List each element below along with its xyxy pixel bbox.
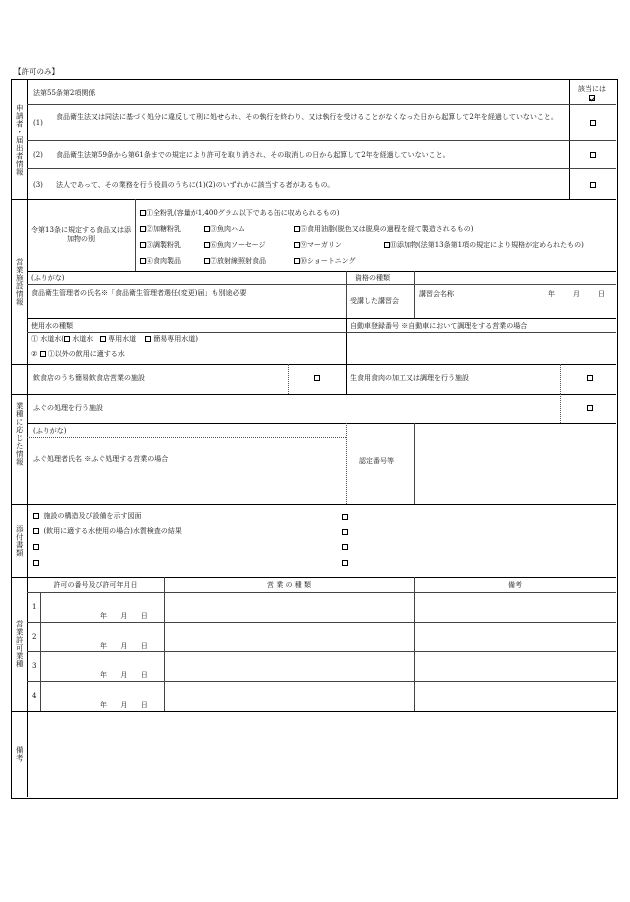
- license-row-2-day: 日: [140, 642, 148, 650]
- additive-6-label: ⑥魚肉ソーセージ: [210, 241, 266, 249]
- license-row-1-year: 年: [100, 612, 107, 620]
- additive-4-checkbox[interactable]: [294, 226, 300, 232]
- additive-9-label: ④食肉製品: [146, 257, 181, 265]
- license-col-number: 許可の番号及び許可年月日: [53, 581, 138, 589]
- water-option-1: [31, 335, 198, 344]
- license-row-1-num: 1: [32, 603, 37, 611]
- applicant-item-3-text: 法人であって、その業務を行う役員のうちに(1)(2)のいずれかに該当する者があるもの。: [56, 181, 335, 189]
- additive-option-4[interactable]: [294, 225, 473, 234]
- qualification-label: 資格の種類: [355, 274, 390, 282]
- license-row-1-month: 月: [120, 612, 128, 620]
- additive-1-label: ①全粉乳(容量が1,400グラム以下である缶に収められるもの): [146, 209, 340, 217]
- additive-option-1[interactable]: [140, 209, 339, 218]
- applicant-item-1-checkbox[interactable]: [590, 120, 596, 126]
- manager-furigana: (ふりがな): [31, 274, 65, 282]
- water-tap-checkbox[interactable]: [64, 336, 70, 342]
- license-row-3-year: 年: [100, 671, 107, 679]
- license-row-4-day: 日: [140, 701, 148, 709]
- additive-option-3[interactable]: [204, 225, 245, 234]
- additive-10-label: ⑦放射線照射食品: [210, 257, 266, 265]
- license-row-2-month: 月: [120, 642, 128, 650]
- applicant-item-3-checkbox[interactable]: [590, 182, 596, 188]
- section-business-info: 業種に応じた情報: [15, 402, 25, 466]
- attachment-3-checkbox[interactable]: [33, 544, 39, 550]
- water-simple-label: 簡易専用水道): [153, 335, 198, 343]
- license-row-1-date: [100, 612, 148, 621]
- additive-5-label: ③調製粉乳: [146, 241, 181, 249]
- course-label: 受講した講習会: [350, 297, 399, 305]
- water-private-label: 専用水道: [108, 335, 137, 343]
- license-row-3-date: [100, 671, 148, 680]
- attachment-4-checkbox[interactable]: [33, 560, 39, 566]
- attachment-2-checkbox[interactable]: [33, 528, 39, 534]
- license-row-2-date: [100, 642, 148, 651]
- license-col-type: 営 業 の 種 類: [267, 581, 311, 589]
- course-day: 日: [598, 290, 605, 298]
- attachment-6-checkbox[interactable]: [342, 529, 348, 535]
- additive-8-checkbox[interactable]: [384, 242, 390, 248]
- additive-option-9[interactable]: [140, 257, 181, 266]
- attachment-2-label: (飲用に適する水使用の場合)水質検査の結果: [43, 527, 182, 535]
- attachment-1-checkbox[interactable]: [33, 513, 39, 519]
- water-tap-label: 水道水: [72, 335, 94, 343]
- simple-restaurant-label: 飲食店のうち簡易飲食店営業の施設: [33, 374, 145, 382]
- applicant-item-2-checkbox[interactable]: [590, 152, 596, 158]
- fugu-checkbox[interactable]: [587, 405, 593, 411]
- additive-option-11[interactable]: [294, 257, 355, 266]
- section-license-types: 営業許可業種: [15, 620, 25, 668]
- license-row-1-day: 日: [140, 612, 148, 620]
- water-option-2-label: ①以外の飲用に適する水: [47, 350, 125, 358]
- additive-7-label: ⑨マーガリン: [300, 241, 342, 249]
- license-row-2-num: 2: [32, 633, 37, 641]
- applicant-item-1-num: (1): [33, 119, 43, 127]
- additive-11-checkbox[interactable]: [294, 258, 300, 264]
- attachment-8-checkbox[interactable]: [342, 560, 348, 566]
- water-option-1-label: ① 水道水(: [31, 335, 64, 343]
- license-row-4-year: 年: [100, 701, 107, 709]
- license-row-4-num: 4: [32, 692, 37, 700]
- additive-1-checkbox[interactable]: [140, 210, 146, 216]
- additive-3-label: ③魚肉ハム: [210, 225, 245, 233]
- raw-meat-checkbox[interactable]: [587, 375, 593, 381]
- applicable-header: 該当には: [578, 85, 606, 93]
- attachment-5-checkbox[interactable]: [342, 514, 348, 520]
- applicant-item-2-num: (2): [33, 151, 43, 159]
- additive-8-label: ⑪添加物(法第13条第1項の規定により規格が定められたもの): [390, 241, 584, 249]
- water-label: 使用水の種類: [31, 322, 73, 330]
- additive-11-label: ⑩ショートニング: [300, 257, 356, 265]
- raw-meat-label: 生食用食肉の加工又は調理を行う施設: [350, 374, 469, 382]
- additive-4-label: ⑤食用油脂(脱色又は脱臭の過程を経て製造されるもの): [300, 225, 474, 233]
- license-row-2-year: 年: [100, 642, 107, 650]
- license-row-3-month: 月: [120, 671, 128, 679]
- water-other-checkbox[interactable]: [40, 351, 46, 357]
- additive-2-label: ②加糖粉乳: [146, 225, 181, 233]
- application-form: [11, 79, 618, 799]
- additive-option-2[interactable]: [140, 225, 181, 234]
- simple-restaurant-checkbox[interactable]: [314, 375, 320, 381]
- additive-6-checkbox[interactable]: [204, 242, 210, 248]
- license-row-4-date: [100, 701, 148, 710]
- additives-label: 令第13条に規定する食品又は添加物の別: [31, 226, 131, 243]
- section-attachments: 添付書類: [15, 524, 25, 557]
- additive-10-checkbox[interactable]: [204, 258, 210, 264]
- vehicle-label: 自動車登録番号 ※自動車において調理をする営業の場合: [350, 322, 528, 330]
- water-option-2: [31, 350, 125, 359]
- section-remarks: 備考: [15, 746, 25, 762]
- section-applicant: 申請者・届出者情報: [15, 103, 25, 176]
- additive-2-checkbox[interactable]: [140, 226, 146, 232]
- applicant-item-3-num: (3): [33, 181, 43, 189]
- additive-option-10[interactable]: [204, 257, 266, 266]
- license-row-3-day: 日: [140, 671, 148, 679]
- fugu-label: ふぐの処理を行う施設: [33, 404, 103, 412]
- course-month: 月: [573, 290, 580, 298]
- attachment-1-label: 施設の構造及び設備を示す図面: [43, 512, 142, 520]
- applicant-item-2-text: 食品衛生法第59条から第61条までの規定により許可を取り消され、その取消しの日から起算して2年を経過していないこと。: [56, 151, 450, 159]
- course-year: 年: [548, 290, 555, 298]
- fugu-person-label: ふぐ処理者氏名 ※ふぐ処理する営業の場合: [33, 455, 169, 463]
- additive-option-6[interactable]: [204, 241, 265, 250]
- cert-no-label: 認定番号等: [359, 457, 394, 465]
- license-col-remarks: 備考: [508, 581, 522, 589]
- water-option-2-prefix: ②: [31, 350, 38, 358]
- additive-7-checkbox[interactable]: [294, 242, 300, 248]
- additive-5-checkbox[interactable]: [140, 242, 146, 248]
- manager-name-label: 食品衛生管理者の氏名※「食品衛生管理者選任(変更)届」も別途必要: [31, 289, 247, 297]
- fugu-furigana: (ふりがな): [33, 427, 67, 435]
- license-row-4-month: 月: [120, 701, 128, 709]
- additive-option-7[interactable]: [294, 241, 342, 250]
- applicant-item-1-text: 食品衛生法又は同法に基づく処分に違反して刑に処せられ、その執行を終わり、又は執行を受けることがなくなった日から起算して2年を経過していないこと。: [56, 113, 558, 121]
- additive-9-checkbox[interactable]: [140, 258, 146, 264]
- course-name-label: 講習会名称: [419, 290, 454, 298]
- section-facility: 営業施設情報: [15, 257, 25, 306]
- water-private-checkbox[interactable]: [100, 336, 106, 342]
- applicant-header: 法第55条第2項関係: [33, 89, 96, 97]
- attachment-2: [33, 527, 182, 536]
- form-label: 【許可のみ】: [14, 67, 59, 76]
- additive-option-5[interactable]: [140, 241, 181, 250]
- water-simple-checkbox[interactable]: [145, 336, 151, 342]
- attachment-7-checkbox[interactable]: [342, 544, 348, 550]
- attachment-1: [33, 512, 141, 521]
- applicable-header-checkbox[interactable]: [589, 95, 595, 101]
- additive-option-8[interactable]: [384, 241, 584, 250]
- additive-3-checkbox[interactable]: [204, 226, 210, 232]
- license-row-3-num: 3: [32, 662, 37, 670]
